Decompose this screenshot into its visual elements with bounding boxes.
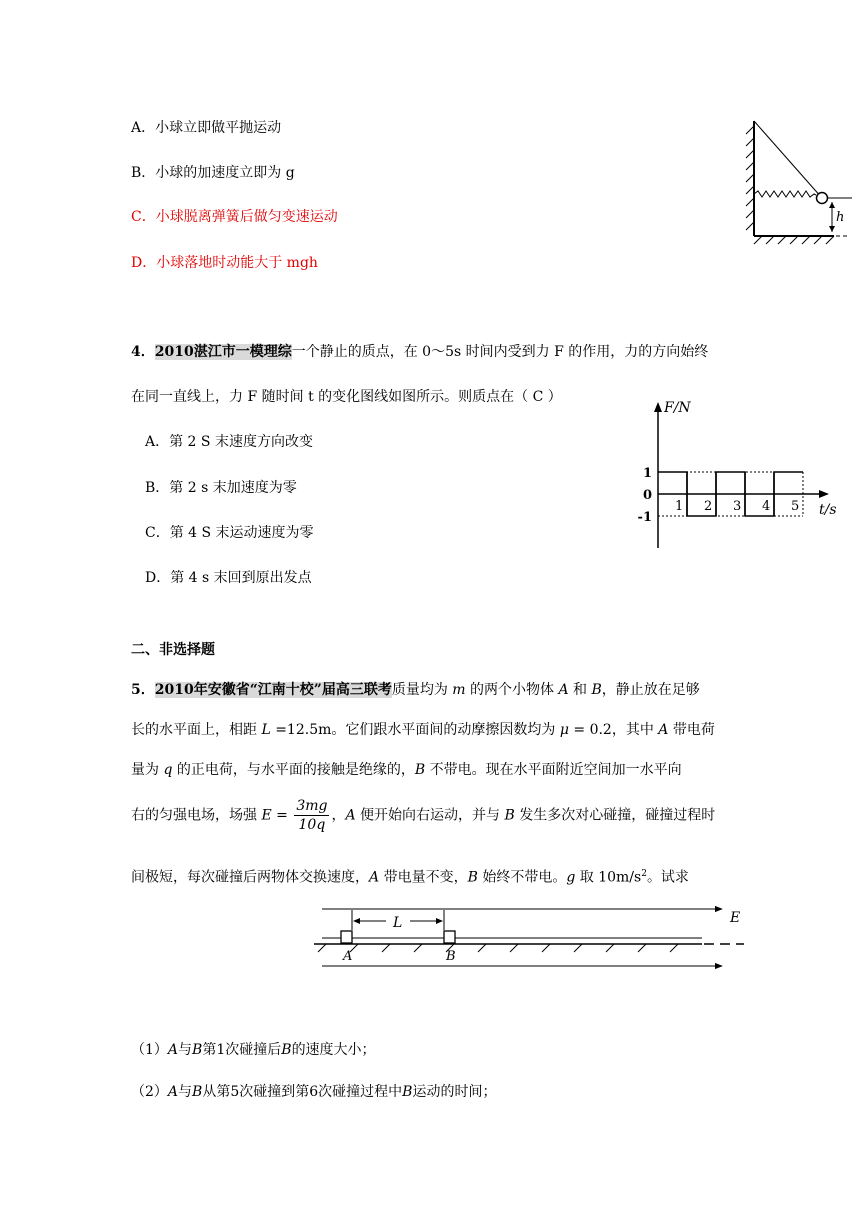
var-b: B [414,762,426,778]
q5-text: 从第5次碰撞到第6次碰撞过程中 [202,1084,403,1100]
ball [817,193,828,204]
q5-text: 质量均为 [391,682,453,698]
x-axis-label: t/s [819,502,837,518]
q5-text: 不带电。现在水平面附近空间加一水平向 [425,762,682,778]
field-fraction [294,797,329,834]
q5-line5 [131,864,689,888]
q4-stem-line2: 在同一直线上，力 F 随时间 t 的变化图线如图所示。则质点在（ C ） [131,389,562,405]
q4-number: 4． [131,344,155,360]
q3-option-c: C．小球脱离弹簧后做匀变速运动 [131,209,338,225]
q5-text: ， [331,807,346,824]
q5-text: 带电量不变， [379,869,468,886]
var-b: B [192,1084,203,1100]
height-label: h [836,210,845,225]
block-a-label: A [343,949,353,964]
var-mu: μ [559,722,569,738]
x-axis-arrow [819,490,829,498]
fraction-numerator: 3mg [296,798,328,814]
y-axis-arrow [654,402,662,412]
q5-text: 运动的时间； [412,1084,497,1100]
q5-text: 发生多次对心碰撞，碰撞过程时 [514,807,716,824]
q5-line3 [131,760,682,780]
q5-text: 量为 [131,762,164,778]
var-a: A [658,722,669,738]
var-b: B [467,869,478,886]
y-axis-label: F/N [664,400,691,416]
q5-text: 便开始向右运动，并与 [355,807,505,824]
q3-option-d: D．小球落地时动能大于 mgh [131,255,318,271]
q5-text: =12.5m。它们跟水平面间的动摩擦因数均为 [270,722,560,738]
superscript: 2 [641,869,647,879]
q5-text: 长的水平面上，相距 [131,722,262,738]
var-b: B [591,682,602,698]
q4-option-b: B．第 2 s 末加速度为零 [145,480,297,496]
q5-text: 的正电荷，与水平面的接触是绝缘的， [172,762,415,778]
q5-source: 2010年安徽省“江南十校”届高三联考 [154,682,392,698]
var-e: E [261,807,272,824]
q4-option-a: A．第 2 S 末速度方向改变 [145,434,313,450]
field-label: E [730,910,741,926]
q5-text: 和 [568,682,592,698]
q5-text: 的两个小物体 [465,682,559,698]
y-tick-label: 1 [642,466,652,481]
q5-line4 [131,797,715,834]
q5-number: 5． [131,682,155,698]
q5-line2 [131,720,715,740]
x-tick-label: 2 [704,499,713,514]
q5-text: （2） [131,1084,168,1100]
var-a: A [558,682,569,698]
var-g: g [566,869,576,886]
q5-text: 第1次碰撞后 [202,1042,282,1058]
q5-text: 右的匀强电场，场强 [131,807,262,824]
var-a: A [167,1084,179,1100]
var-b: B [281,1042,292,1058]
q5-sub2 [131,1082,496,1102]
var-a: A [345,807,356,824]
rope [754,121,822,198]
q5-text: = 0.2，其中 [568,722,659,738]
var-a: A [369,869,380,886]
block-b [444,931,455,943]
q5-text: 始终不带电。 [477,869,567,886]
q5-line1 [131,680,700,700]
q5-text: 取 10m/s [575,869,642,886]
section-title: 二、非选择题 [131,642,215,658]
q5-text: 。试求 [646,869,689,886]
q5-text: 与 [178,1042,193,1058]
x-tick-label: 1 [675,499,684,514]
q5-text: = [271,807,293,824]
q5-sub1 [131,1040,376,1060]
var-m: m [452,682,466,698]
x-tick-label: 3 [733,499,742,514]
q5-figure [312,900,752,980]
q4-option-c: C．第 4 S 末运动速度为零 [145,525,314,541]
q5-text: （1） [131,1042,168,1058]
block-a [341,931,352,943]
fraction-denominator: 10q [298,817,326,833]
y-tick-label: 0 [642,488,652,503]
q3-option-b: B．小球的加速度立即为 g [131,165,295,181]
q5-text: ，静止放在足够 [601,682,700,698]
q5-text: 与 [178,1084,193,1100]
q3-figure [742,118,852,248]
force-time-chart [630,400,837,550]
x-tick-label: 5 [791,499,800,514]
q3-option-a: A．小球立即做平抛运动 [131,120,282,136]
var-a: A [167,1042,179,1058]
var-q: q [163,762,173,778]
q5-text: 的速度大小； [291,1042,376,1058]
q4-stem-line1 [131,342,708,362]
q5-text: 间极短，每次碰撞后两物体交换速度， [131,869,369,886]
q4-option-d: D．第 4 s 末回到原出发点 [145,570,312,586]
distance-label: L [393,915,403,931]
q4-source: 2010湛江市一模理综 [154,344,292,360]
x-tick-label: 4 [762,499,771,514]
var-b: B [504,807,515,824]
var-l: L [261,722,271,738]
block-b-label: B [446,949,456,964]
var-b: B [192,1042,203,1058]
spring [754,191,816,197]
q5-text: 带电荷 [668,722,715,738]
y-tick-label: -1 [637,510,652,525]
var-b: B [402,1084,413,1100]
q4-stem-text1: 一个静止的质点，在 0～5s 时间内受到力 F 的作用，力的方向始终 [291,344,709,360]
